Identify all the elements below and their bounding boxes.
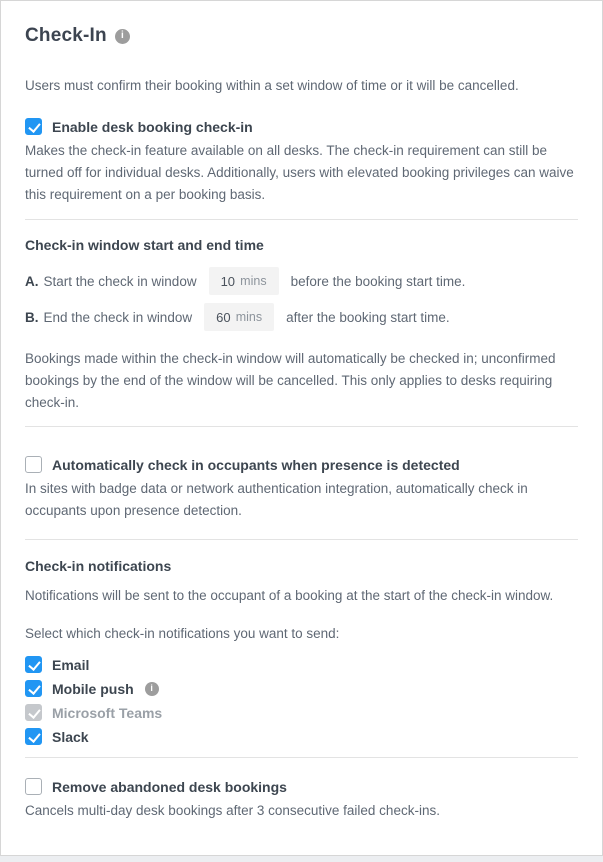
intro-text: Users must confirm their booking within a set window of time or it will be cancelled. (25, 78, 519, 93)
page-header (25, 25, 578, 47)
info-icon[interactable]: i (145, 682, 159, 696)
slack-label: Slack (52, 728, 89, 745)
row-b-suffix: after the booking start time. (286, 309, 450, 325)
divider (25, 757, 578, 758)
window-start-value: 10 (220, 273, 236, 289)
email-label: Email (52, 656, 90, 673)
presence-description: In sites with badge data or network authentication integration, automatically check in occupants upon presence detection. (25, 481, 528, 518)
slack-checkbox[interactable] (25, 728, 42, 745)
window-start-row (25, 267, 578, 295)
option-row-email (25, 656, 578, 673)
email-checkbox[interactable] (25, 656, 42, 673)
option-row-mobile-push (25, 680, 578, 697)
notifications-description: Notifications will be sent to the occupant of a booking at the start of the check-in window. (25, 588, 554, 603)
notifications-heading: Check-in notifications (25, 558, 172, 574)
notification-options (25, 656, 578, 745)
abandoned-row (25, 778, 578, 795)
enable-checkin-checkbox[interactable] (25, 118, 42, 135)
row-b-prefix: B. (25, 309, 39, 325)
row-a-prefix: A. (25, 273, 39, 289)
mobile-push-checkbox[interactable] (25, 680, 42, 697)
presence-checkbox[interactable] (25, 456, 42, 473)
window-end-input[interactable] (204, 303, 274, 331)
window-start-unit: mins (240, 274, 267, 288)
notifications-select-label: Select which check-in notifications you want to send: (25, 626, 340, 641)
window-section-note: Bookings made within the check-in window will automatically be checked in; unconfirmed bookings by the end of the window will be cancelled. This only applies to desks requiring check-in. (25, 351, 556, 410)
page-title: Check-In (25, 25, 107, 46)
row-a-label: Start the check in window (43, 273, 197, 289)
enable-checkin-label: Enable desk booking check-in (52, 118, 253, 135)
window-section-heading: Check-in window start and end time (25, 237, 264, 253)
divider (25, 539, 578, 540)
enable-checkin-description: Makes the check-in feature available on all desks. The check-in requirement can still be turned off for individual desks. Additionally, users with elevated booking privileges can waive this requirement on a per booking basis. (25, 143, 574, 202)
presence-row (25, 456, 578, 473)
option-row-microsoft-teams (25, 704, 578, 721)
window-start-input[interactable] (209, 267, 279, 295)
microsoft-teams-label: Microsoft Teams (52, 704, 163, 721)
abandoned-label: Remove abandoned desk bookings (52, 778, 287, 795)
presence-label: Automatically check in occupants when presence is detected (52, 456, 460, 473)
info-icon[interactable]: i (115, 29, 130, 44)
window-end-value: 60 (216, 309, 231, 325)
divider (25, 219, 578, 220)
row-a-suffix: before the booking start time. (290, 273, 466, 289)
option-row-slack (25, 728, 578, 745)
window-end-row (25, 303, 578, 331)
abandoned-checkbox[interactable] (25, 778, 42, 795)
row-b-label: End the check in window (43, 309, 193, 325)
window-end-unit: mins (235, 310, 263, 324)
microsoft-teams-checkbox (25, 704, 42, 721)
divider (25, 426, 578, 427)
mobile-push-label: Mobile push (52, 680, 134, 697)
abandoned-description: Cancels multi-day desk bookings after 3 consecutive failed check-ins. (25, 803, 440, 818)
enable-checkin-row (25, 118, 578, 135)
